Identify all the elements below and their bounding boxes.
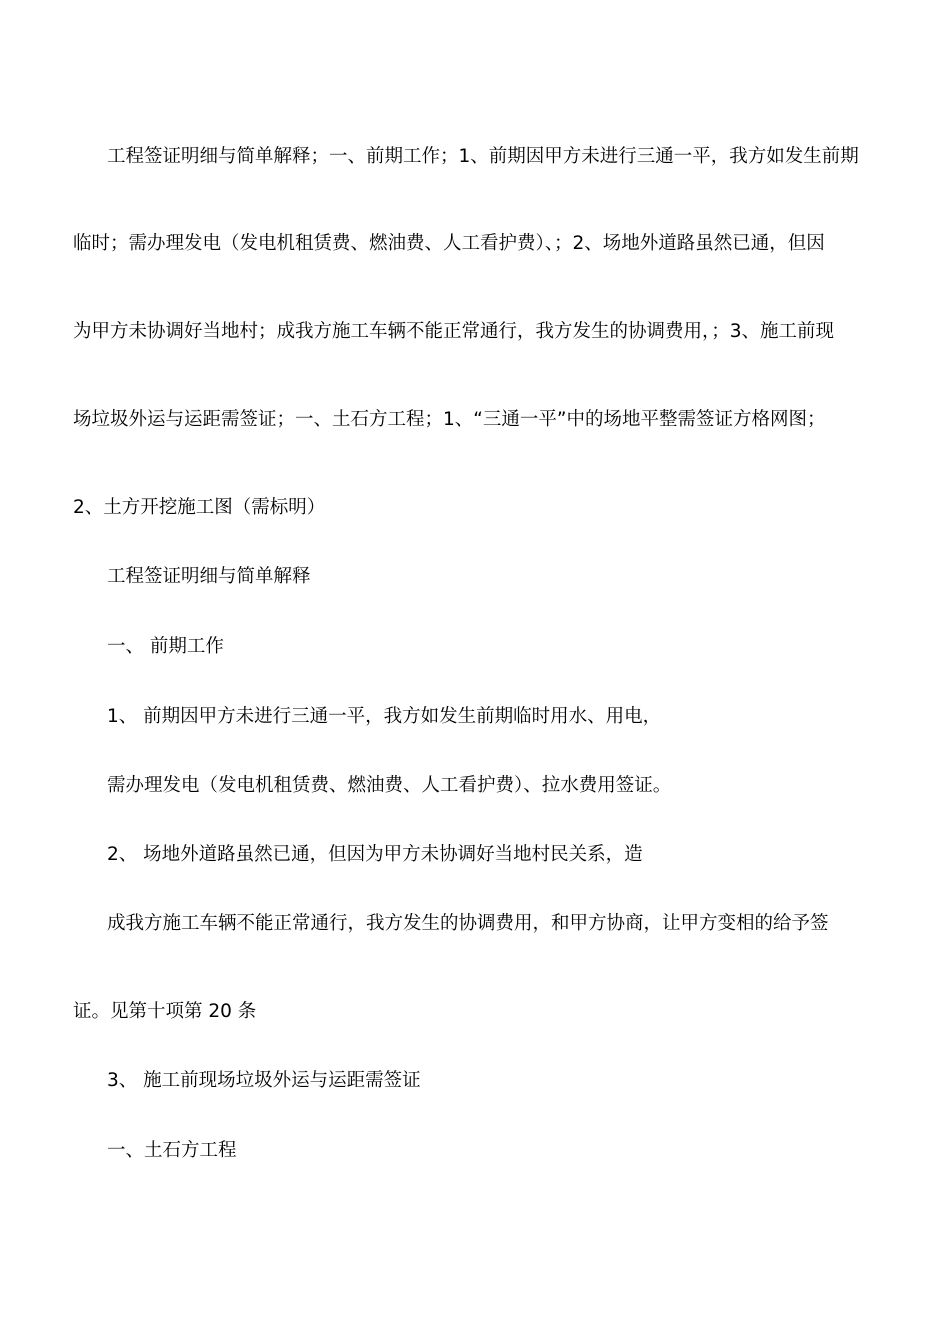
summary-line-2: 临时；需办理发电（发电机租赁费、燃油费、人工看护费）、；2、场地外道路虽然已通，但因 [73, 233, 825, 254]
summary-line-1: 工程签证明细与简单解释；一、前期工作；1、前期因甲方未进行三通一平，我方如发生前期 [107, 146, 859, 167]
document-title: 工程签证明细与简单解释 [107, 566, 311, 587]
summary-line-3: 为甲方未协调好当地村；成我方施工车辆不能正常通行，我方发生的协调费用，；3、施工前现 [73, 321, 835, 342]
item-3-line-1: 3、 施工前现场垃圾外运与运距需签证 [107, 1070, 421, 1091]
item-2-line-2: 成我方施工车辆不能正常通行，我方发生的协调费用，和甲方协商，让甲方变相的给予签 [107, 913, 829, 934]
section-heading-preliminary-work: 一、 前期工作 [107, 636, 224, 657]
item-1-line-1: 1、 前期因甲方未进行三通一平，我方如发生前期临时用水、用电， [107, 706, 662, 727]
summary-line-4: 场垃圾外运与运距需签证；一、土石方工程；1、“三通一平”中的场地平整需签证方格网图； [73, 409, 826, 430]
item-2-line-3: 证。见第十项第 20 条 [73, 1001, 257, 1022]
item-1-line-2: 需办理发电（发电机租赁费、燃油费、人工看护费）、拉水费用签证。 [107, 775, 672, 796]
summary-line-5: 2、土方开挖施工图（需标明） [73, 497, 326, 518]
item-2-line-1: 2、 场地外道路虽然已通，但因为甲方未协调好当地村民关系，造 [107, 844, 643, 865]
section-heading-earthwork: 一、土石方工程 [107, 1140, 237, 1161]
